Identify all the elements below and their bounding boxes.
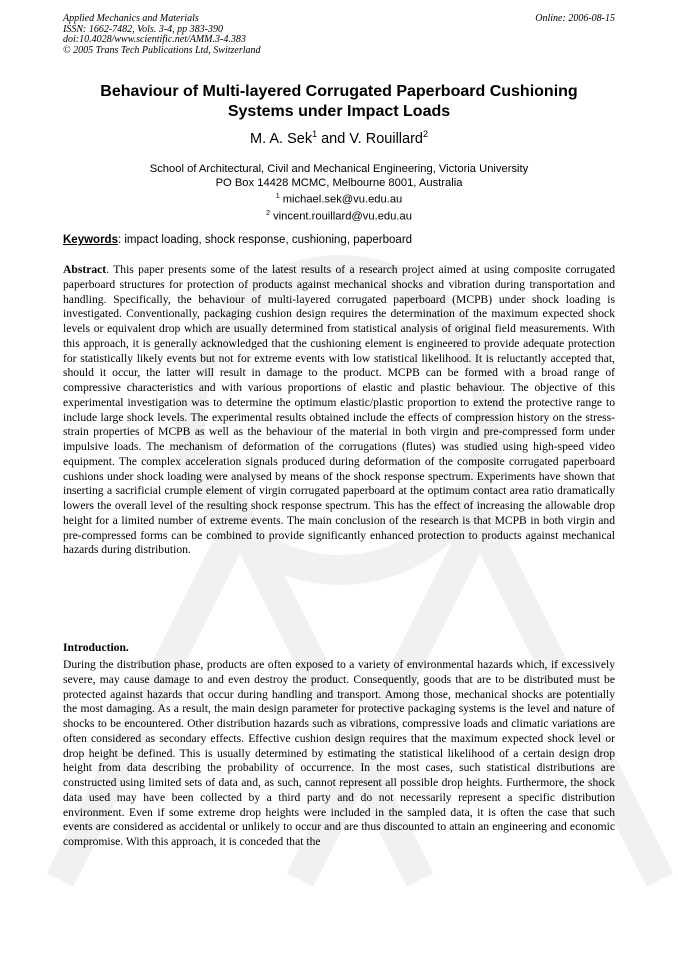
- doi-line: doi:10.4028/www.scientific.net/AMM.3-4.383: [63, 34, 246, 46]
- author-2: V. Rouillard: [349, 130, 423, 147]
- abstract-text: . This paper presents some of the latest results of a research project aimed at using composite corrugated paperboard structures for protection of products against mechanical shocks and vibration during transportation and handling. Specifically, the behaviour of multi-layered corrugated paperboard (MCPB) under shock loading is investigated. Conventionally, packaging cushion design requires the determination of the maximum expected shock levels or equivalent drop which are usually determined from statistical analysis of original field measurements. With this approach, it is generally acknowledged that the cushioning element is engineered to provide adequate protection for statistically likely events but not for extreme events with low statistical likelihood. It is reluctantly accepted that, should it occur, the latter will result in damage to the product. MCPB can be formed with a broad range of compressive characteristics and with various proportions of elastic and plastic behaviour. The objective of this experimental investigation was to determine the optimum elastic/plastic proportion to extend the protective range to include large shock levels. The experimental results obtained include the effects of compression history on the stress-strain properties of MCPB as well as the behaviour of the material in both virgin and pre-compressed form under impulsive loads. The mechanism of deformation of the corrugations (flutes) was studied using high-speed video equipment. The complex acceleration signals produced during deformation of the composite corrugated paperboard cushions under shock loading were analysed by means of the shock response spectrum. Experiments have shown that inserting a sacrificial crumple element of virgin corrugated paperboard at the optimum contact area ratio dramatically lowers the overall level of the resulting shock response spectrum. This has the effect of increasing the allowable drop height for a limited number of extreme events. The main conclusion of the research is that MCPB in both virgin and pre-compressed forms can be combined to provide significantly enhanced protection to products against mechanical hazards during distribution.: [63, 263, 615, 557]
- email-1-mark: 1: [275, 193, 280, 200]
- affiliation-address: PO Box 14428 MCMC, Melbourne 8001, Australia: [215, 177, 463, 189]
- affiliation-email-1-row: [63, 190, 615, 207]
- affiliation-block: [63, 162, 615, 223]
- email-2: vincent.rouillard@vu.edu.au: [269, 210, 412, 223]
- journal-header: [63, 14, 261, 56]
- abstract-label: Abstract: [63, 263, 107, 276]
- affiliation-institution: School of Architectural, Civil and Mechanical Engineering, Victoria University: [149, 163, 529, 175]
- issn-line: ISSN: 1662-7482, Vols. 3-4, pp 383-390: [63, 23, 223, 35]
- introduction-text: During the distribution phase, products are often exposed to a variety of environmental hazards which, if excessively severe, may cause damage to and even destroy the product. Consequently, goods that are to be distributed must be protected against hazards that occur during handling and transport. Among those, mechanical shocks are potentially the most damaging. As a result, the main design parameter for protective packaging systems is the level and nature of shocks to be encountered. Other distribution hazards such as vibrations, compressive loads and climatic variations are often considered as secondary effects. Effective cushion design requires that the maximum expected shock level or drop height be defined. This is usually determined by estimating the statistical likelihood of a certain design drop height from data describing the probability of occurrence. In the most cases, such statistical distributions are constructed using limited sets of data and, as such, cannot represent all possible drop heights. Furthermore, the shock data used may have been collected by a third party and do not necessarily represent a specific distribution environment. Even if some extreme drop heights were included in the sampled data, it is often the case that such events are considered as accidental or unlikely to occur and are thus discounted to attain an engineering and economic compromise. With this approach, it is conceded that the: [63, 658, 615, 848]
- paper-title: [63, 82, 615, 122]
- abstract-section: [63, 263, 615, 558]
- journal-name: Applied Mechanics and Materials: [63, 13, 199, 24]
- copyright-line: © 2005 Trans Tech Publications Ltd, Switzerland: [63, 44, 261, 56]
- introduction-heading: Introduction.: [63, 641, 129, 654]
- email-2-mark: 2: [266, 209, 270, 217]
- author-1: M. A. Sek: [250, 130, 313, 147]
- keywords-section: [63, 233, 615, 247]
- affiliation-email-2-row: [63, 207, 615, 224]
- title-line-2: Systems under Impact Loads: [227, 103, 451, 120]
- online-date: Online: 2006-08-15: [535, 13, 615, 24]
- keywords-label: Keywords: [63, 234, 118, 246]
- title-line-1: Behaviour of Multi-layered Corrugated Paperboard Cushioning: [100, 83, 578, 100]
- author-connector: and: [317, 130, 350, 147]
- keywords-text: : impact loading, shock response, cushioning, paperboard: [117, 234, 413, 246]
- author-list: [63, 125, 615, 148]
- author-1-affiliation-mark: 1: [312, 129, 318, 139]
- email-1: michael.sek@vu.edu.au: [279, 193, 403, 206]
- author-2-affiliation-mark: 2: [422, 129, 428, 139]
